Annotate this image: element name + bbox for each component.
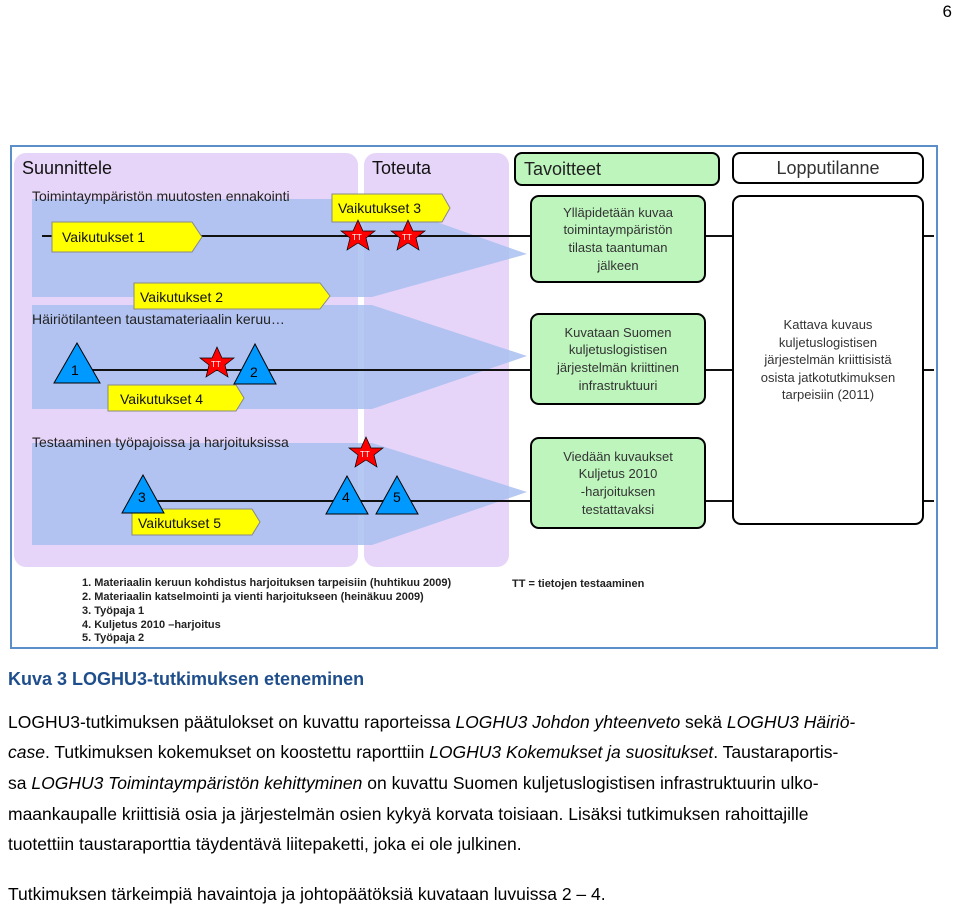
- goal1-line-2: toimintaympäristön: [563, 222, 673, 238]
- paragraph-line-1: LOGHU3-tutkimuksen päätulokset on kuvattu raporteissa LOGHU3 Johdon yhteenveto sekä LOGHU3 Häiriö-: [8, 712, 856, 732]
- goal1-line-1: Ylläpidetään kuvaa: [563, 204, 673, 220]
- milestone-4-number: 4: [342, 489, 350, 505]
- milestone-5-number: 5: [393, 489, 401, 505]
- footnote-2: 2. Materiaalin katselmointi ja vienti harjoitukseen (heinäkuu 2009): [82, 591, 424, 603]
- goal2-line-3: järjestelmän kriittinen: [556, 360, 680, 375]
- final-line-4: osista jatkotutkimuksen: [760, 369, 896, 385]
- footnote-4: 4. Kuljetus 2010 –harjoitus: [82, 619, 221, 631]
- final-line-5: tarpeisiin (2011): [781, 387, 875, 403]
- goal-box-3: [530, 437, 706, 529]
- col-title-lopputilanne: Lopputilanne: [732, 152, 924, 184]
- goal-box-1: [530, 195, 706, 283]
- goal2-line-2: kuljetuslogistisen: [568, 342, 668, 358]
- goal3-line-4: testattavaksi: [581, 501, 655, 517]
- goal3-line-1: Viedään kuvaukset: [563, 448, 673, 464]
- footnote-3: 3. Työpaja 1: [82, 605, 145, 617]
- tt-label-3: TT: [211, 360, 221, 369]
- footnote-5: 5. Työpaja 2: [82, 632, 145, 644]
- milestone-2-number: 2: [250, 364, 258, 380]
- paragraph-line-3: sa LOGHU3 Toimintaympäristön kehittyminen on kuvattu Suomen kuljetuslogistisen infrastruktuurin ulko-: [8, 773, 819, 793]
- closing-line: Tutkimuksen tärkeimpiä havaintoja ja johtopäätöksiä kuvataan luvuissa 2 – 4.: [8, 884, 606, 904]
- label-vaikutukset-4: Vaikutukset 4: [120, 391, 204, 407]
- tt-label-4: TT: [360, 450, 370, 459]
- label-vaikutukset-3: Vaikutukset 3: [338, 200, 422, 216]
- goal3-line-3: -harjoituksen: [580, 484, 656, 499]
- final-line-2: kuljetuslogistisen: [778, 334, 878, 350]
- row-title-keruu: Häiriötilanteen taustamateriaalin keruu…: [32, 311, 285, 327]
- goal1-line-4: jälkeen: [597, 257, 639, 273]
- diagram-frame: [10, 145, 938, 649]
- paragraph-line-4: maankaupalle kriittisiä osia ja järjestelmän osien kykyä korvata toisiaan. Lisäksi tutkimuksen rahoittajille: [8, 804, 809, 824]
- milestone-3-number: 3: [138, 489, 146, 505]
- goal3-line-2: Kuljetus 2010: [578, 466, 658, 482]
- goal2-line-4: infrastruktuuri: [578, 377, 658, 393]
- col-title-tavoitteet: Tavoitteet: [514, 152, 720, 186]
- label-vaikutukset-2: Vaikutukset 2: [140, 289, 224, 305]
- figure-caption: Kuva 3 LOGHU3-tutkimuksen eteneminen: [8, 669, 365, 689]
- col-title-toteuta: Toteuta: [372, 158, 432, 178]
- footnote-1: 1. Materiaalin keruun kohdistus harjoituksen tarpeisiin (huhtikuu 2009): [82, 577, 452, 589]
- row-title-testaaminen: Testaaminen työpajoissa ja harjoituksissa: [32, 434, 289, 450]
- final-line-3: järjestelmän kriittisistä: [764, 352, 892, 368]
- tt-label-1: TT: [352, 233, 362, 242]
- goal1-line-3: tilasta taantuman: [568, 240, 668, 255]
- label-vaikutukset-5: Vaikutukset 5: [138, 515, 222, 531]
- final-state-box: [732, 195, 924, 525]
- milestone-1-number: 1: [71, 362, 79, 378]
- tt-label-2: TT: [402, 233, 412, 242]
- page-number: 6: [942, 2, 952, 21]
- paragraph-line-2: case. Tutkimuksen kokemukset on koostettu raporttiin LOGHU3 Kokemukset ja suositukset. Taustaraportis-: [8, 742, 839, 762]
- row-title-ennakointi: Toimintaympäristön muutosten ennakointi: [32, 188, 290, 204]
- paragraph-line-5: tuotettiin taustaraporttia täydentävä liitepaketti, joka ei ole julkinen.: [8, 834, 522, 854]
- goal-box-2: [530, 313, 706, 405]
- goal2-line-1: Kuvataan Suomen: [564, 324, 672, 340]
- final-line-1: Kattava kuvaus: [783, 317, 873, 333]
- tt-legend: TT = tietojen testaaminen: [512, 578, 645, 590]
- label-vaikutukset-1: Vaikutukset 1: [62, 229, 146, 245]
- col-title-suunnittele: Suunnittele: [22, 158, 113, 178]
